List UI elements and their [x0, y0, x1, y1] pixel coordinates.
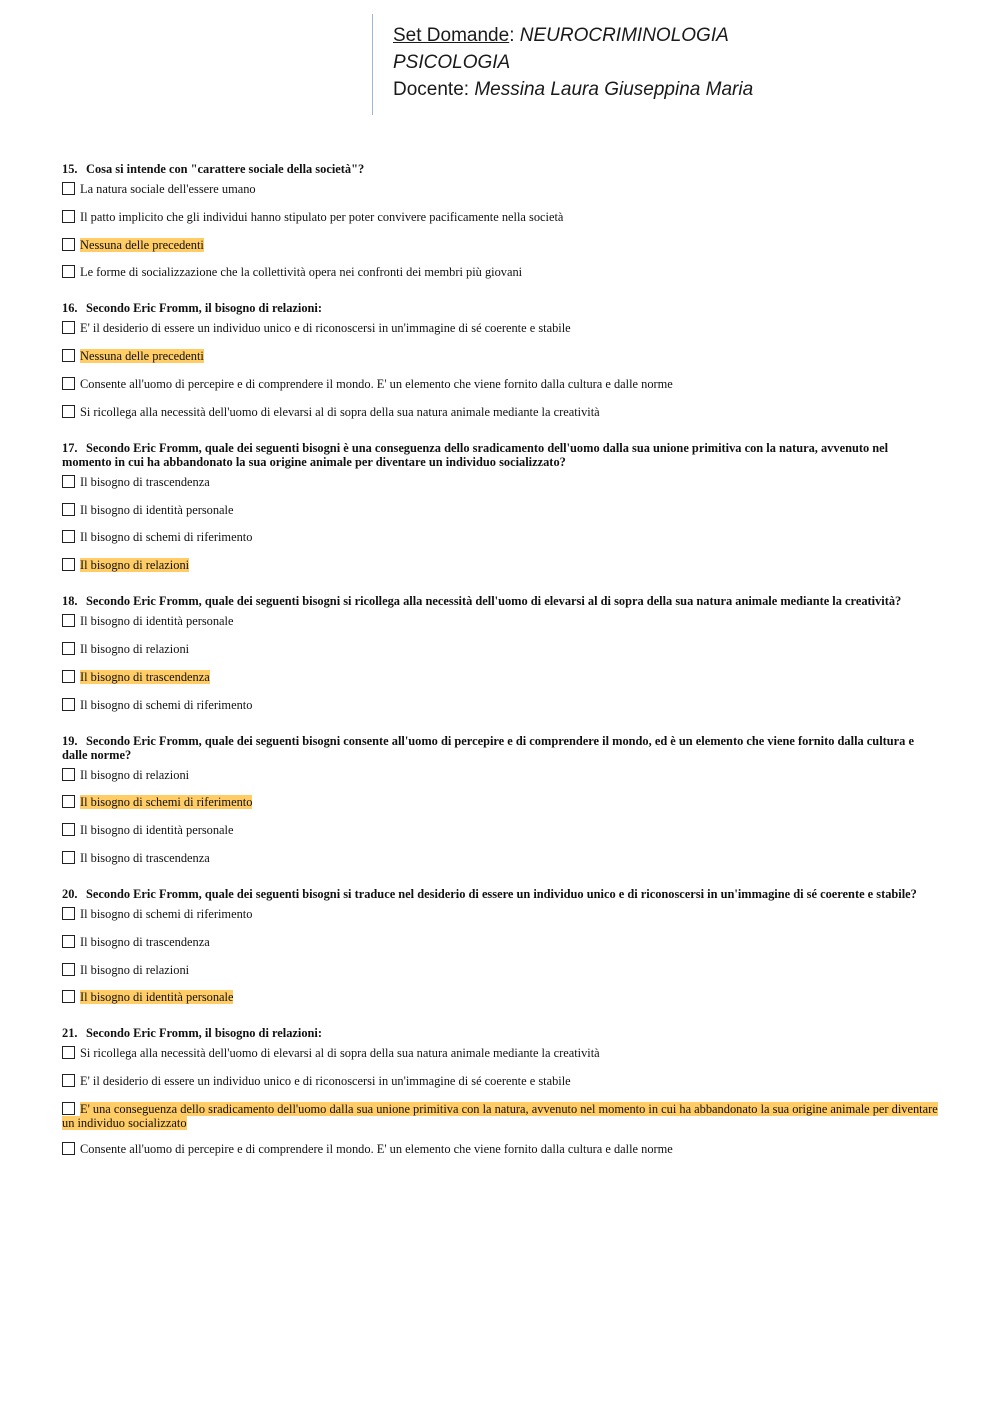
question-title — [62, 734, 940, 762]
question-number: 18. — [62, 594, 78, 609]
question-text: Secondo Eric Fromm, il bisogno di relazioni: — [86, 301, 322, 316]
answer-option-correct — [62, 990, 940, 1006]
answer-checkbox[interactable] — [62, 503, 75, 516]
answer-checkbox[interactable] — [62, 321, 75, 334]
answer-option — [62, 1074, 940, 1090]
set-label: Set Domande — [393, 25, 510, 46]
answer-text: Il patto implicito che gli individui hanno stipulato per poter convivere pacificamente nella società — [80, 209, 564, 224]
answer-checkbox[interactable] — [62, 1142, 75, 1155]
answer-checkbox[interactable] — [62, 182, 75, 195]
answer-checkbox[interactable] — [62, 963, 75, 976]
question-block — [62, 887, 940, 1006]
question-number: 19. — [62, 733, 78, 748]
answer-option-correct — [62, 670, 940, 686]
answer-text: Il bisogno di schemi di riferimento — [80, 906, 253, 921]
answer-checkbox[interactable] — [62, 475, 75, 488]
answer-checkbox[interactable] — [62, 823, 75, 836]
question-number: 17. — [62, 440, 78, 455]
answer-option — [62, 321, 940, 337]
answer-option — [62, 963, 940, 979]
answer-checkbox[interactable] — [62, 530, 75, 543]
answer-text: Il bisogno di trascendenza — [80, 934, 210, 949]
answer-option — [62, 1142, 940, 1158]
answer-checkbox[interactable] — [62, 795, 75, 808]
answer-text: Il bisogno di identità personale — [80, 823, 234, 838]
answer-text: La natura sociale dell'essere umano — [80, 182, 256, 196]
answer-text: Il bisogno di schemi di riferimento — [80, 697, 253, 712]
answer-text: Il bisogno di relazioni — [80, 962, 190, 977]
set-label-colon: : — [509, 25, 515, 46]
subject-line-1: NEUROCRIMINOLOGIA — [519, 25, 729, 46]
answer-option-correct — [62, 1102, 940, 1130]
question-text: Cosa si intende con "carattere sociale della società"? — [86, 162, 365, 176]
answer-option — [62, 377, 940, 393]
answer-option — [62, 907, 940, 923]
question-number: 21. — [62, 1026, 78, 1041]
answer-checkbox[interactable] — [62, 851, 75, 864]
answer-checkbox[interactable] — [62, 698, 75, 711]
header-docente-line — [393, 76, 753, 103]
question-text: Secondo Eric Fromm, il bisogno di relazioni: — [86, 1026, 322, 1041]
question-block — [62, 734, 940, 867]
question-title — [62, 162, 940, 176]
question-text: Secondo Eric Fromm, quale dei seguenti bisogni si traduce nel desiderio di essere un individuo unico e di riconoscersi in un'immagine di sé coerente e stabile? — [86, 886, 917, 901]
answer-option — [62, 210, 940, 226]
answer-option-correct — [62, 349, 940, 365]
answer-option — [62, 182, 940, 198]
answer-option — [62, 503, 940, 519]
answer-text: Il bisogno di trascendenza — [80, 474, 210, 489]
answer-checkbox[interactable] — [62, 990, 75, 1003]
answer-checkbox[interactable] — [62, 349, 75, 362]
answer-option — [62, 475, 940, 491]
answer-text: Il bisogno di trascendenza — [80, 850, 210, 865]
answer-checkbox[interactable] — [62, 768, 75, 781]
question-number: 16. — [62, 301, 78, 316]
answer-checkbox[interactable] — [62, 614, 75, 627]
answer-text: E' il desiderio di essere un individuo unico e di riconoscersi in un'immagine di sé coerente e stabile — [80, 321, 571, 336]
answer-text: E' il desiderio di essere un individuo unico e di riconoscersi in un'immagine di sé coerente e stabile — [80, 1074, 571, 1089]
answer-checkbox[interactable] — [62, 642, 75, 655]
answer-checkbox[interactable] — [62, 1102, 75, 1115]
answer-text: E' una conseguenza dello sradicamento dell'uomo dalla sua unione primitiva con la natura, avvenuto nel momento in cui ha abbandonato la sua origine animale per diventare un individuo socializzato — [62, 1101, 938, 1130]
question-block — [62, 1026, 940, 1157]
answer-option — [62, 614, 940, 630]
answer-text: Le forme di socializzazione che la collettività opera nei confronti dei membri più giovani — [80, 265, 523, 280]
question-title — [62, 441, 940, 469]
answer-option-correct — [62, 558, 940, 574]
answer-text: Il bisogno di identità personale — [80, 502, 234, 517]
question-block — [62, 441, 940, 574]
answer-text: Si ricollega alla necessità dell'uomo di elevarsi al di sopra della sua natura animale mediante la creatività — [80, 1046, 600, 1061]
answer-checkbox[interactable] — [62, 935, 75, 948]
answer-checkbox[interactable] — [62, 907, 75, 920]
answer-option — [62, 823, 940, 839]
answer-text: Il bisogno di identità personale — [80, 990, 234, 1005]
answer-option-correct — [62, 795, 940, 811]
answer-checkbox[interactable] — [62, 377, 75, 390]
question-block — [62, 301, 940, 420]
answer-checkbox[interactable] — [62, 405, 75, 418]
answer-text: Si ricollega alla necessità dell'uomo di elevarsi al di sopra della sua natura animale mediante la creatività — [80, 404, 600, 419]
docente-name: Messina Laura Giuseppina Maria — [474, 79, 754, 100]
question-title — [62, 1026, 940, 1040]
answer-text: Nessuna delle precedenti — [80, 349, 204, 364]
answer-text: Consente all'uomo di percepire e di comprendere il mondo. E' un elemento che viene fornito dalla cultura e dalle norme — [80, 1141, 673, 1156]
answer-text: Il bisogno di identità personale — [80, 614, 234, 629]
answer-text: Il bisogno di relazioni — [80, 767, 190, 782]
answer-text: Nessuna delle precedenti — [80, 237, 204, 252]
answer-checkbox[interactable] — [62, 1046, 75, 1059]
header-subject-line — [393, 49, 753, 76]
header-set-line — [393, 22, 753, 49]
docente-label: Docente: — [393, 79, 470, 100]
answer-option — [62, 698, 940, 714]
answer-option — [62, 265, 940, 281]
answer-text: Il bisogno di relazioni — [80, 558, 190, 573]
answer-option — [62, 851, 940, 867]
answer-option — [62, 530, 940, 546]
question-title — [62, 301, 940, 315]
answer-option — [62, 405, 940, 421]
answer-checkbox[interactable] — [62, 558, 75, 571]
question-title — [62, 594, 940, 608]
answer-option — [62, 642, 940, 658]
answer-text: Il bisogno di schemi di riferimento — [80, 795, 253, 810]
subject-line-2: PSICOLOGIA — [393, 52, 511, 73]
answer-checkbox[interactable] — [62, 238, 75, 251]
answer-checkbox[interactable] — [62, 1074, 75, 1087]
header-divider — [372, 14, 373, 115]
answer-option — [62, 935, 940, 951]
question-text: Secondo Eric Fromm, quale dei seguenti bisogni si ricollega alla necessità dell'uomo di elevarsi al di sopra della sua natura animale mediante la creatività? — [86, 594, 902, 609]
answer-text: Il bisogno di schemi di riferimento — [80, 530, 253, 545]
question-title — [62, 887, 940, 901]
answer-option — [62, 1046, 940, 1062]
question-number: 20. — [62, 886, 78, 901]
question-text: Secondo Eric Fromm, quale dei seguenti bisogni è una conseguenza dello sradicamento dell'uomo dalla sua unione primitiva con la natura, avvenuto nel momento in cui ha abbandonato la sua origine animale per diventare un individuo socializzato? — [62, 440, 889, 469]
answer-text: Consente all'uomo di percepire e di comprendere il mondo. E' un elemento che viene fornito dalla cultura e dalle norme — [80, 376, 673, 391]
answer-checkbox[interactable] — [62, 265, 75, 278]
answer-checkbox[interactable] — [62, 210, 75, 223]
question-list — [62, 162, 940, 1178]
question-number: 15. — [62, 162, 78, 176]
answer-text: Il bisogno di trascendenza — [80, 669, 210, 684]
answer-option — [62, 768, 940, 784]
question-text: Secondo Eric Fromm, quale dei seguenti bisogni consente all'uomo di percepire e di comprendere il mondo, ed è un elemento che viene fornito dalla cultura e dalle norme? — [62, 733, 914, 762]
answer-text: Il bisogno di relazioni — [80, 641, 190, 656]
answer-checkbox[interactable] — [62, 670, 75, 683]
document-header — [393, 22, 753, 103]
question-block — [62, 162, 940, 281]
question-block — [62, 594, 940, 713]
answer-option-correct — [62, 238, 940, 254]
